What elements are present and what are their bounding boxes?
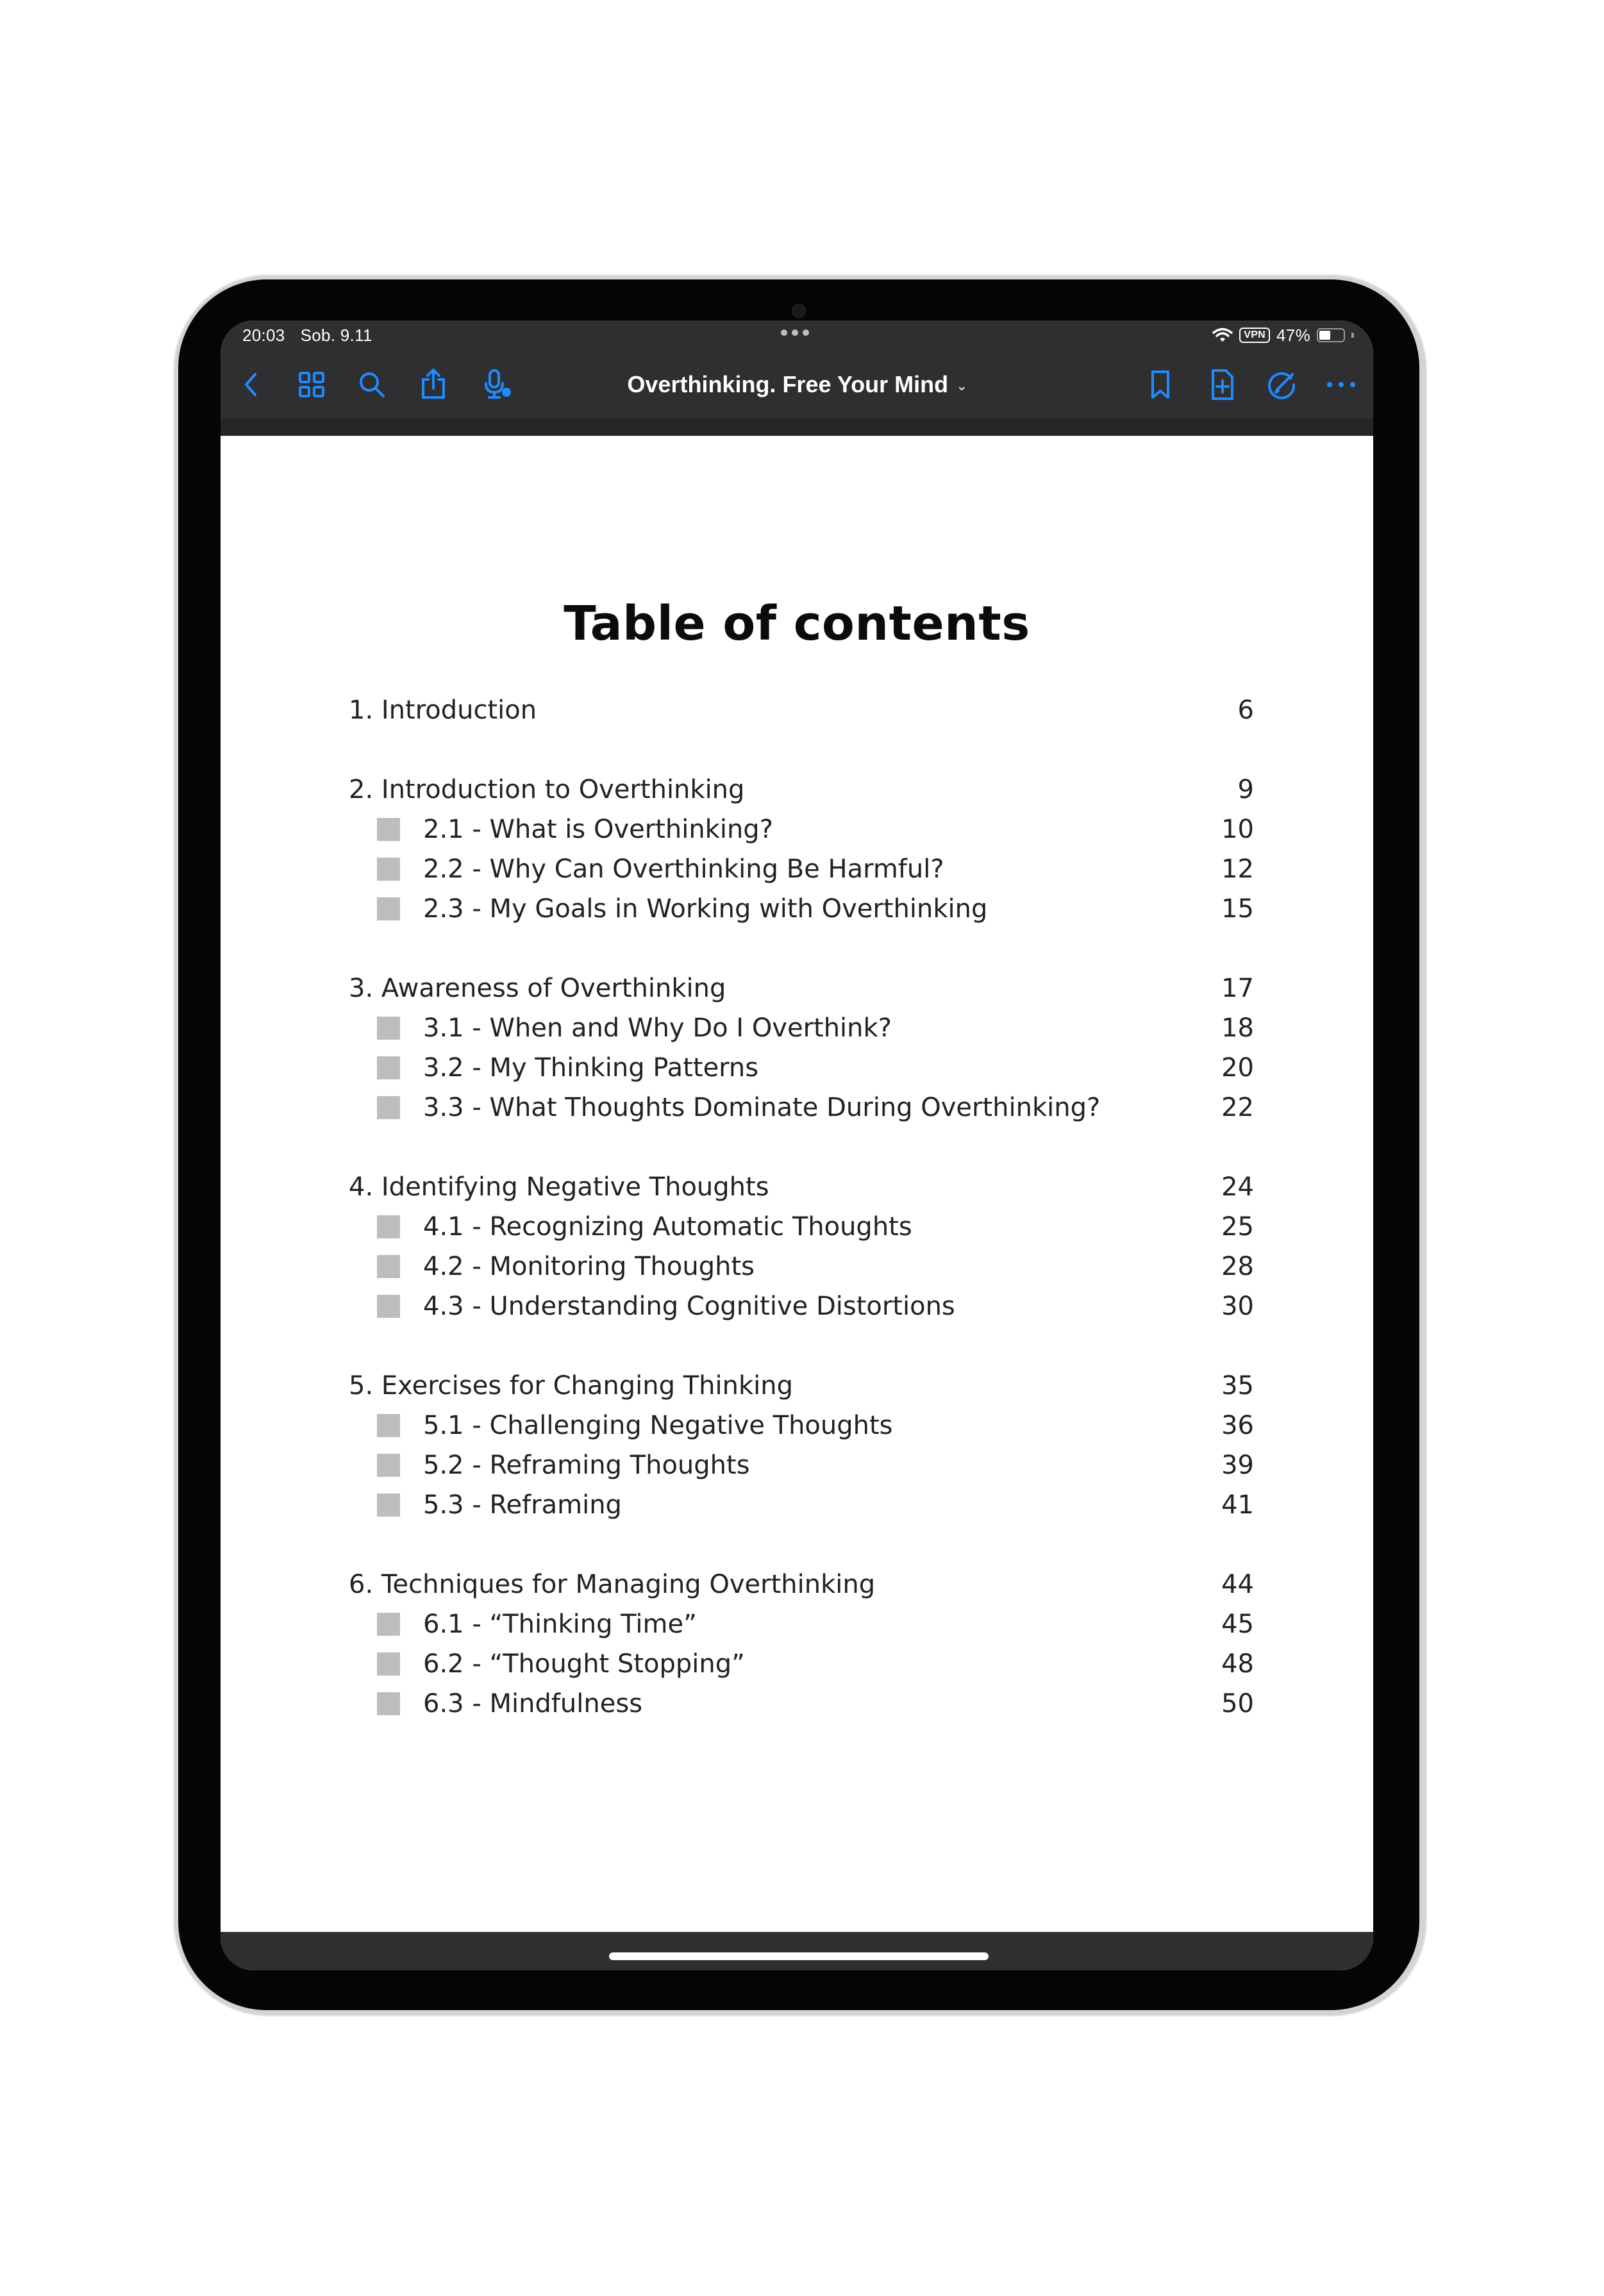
- toc-subsection-label: 5.2 - Reframing Thoughts: [423, 1451, 750, 1480]
- square-bullet-icon: [377, 1613, 400, 1636]
- status-time: 20:03: [242, 325, 285, 345]
- square-bullet-icon: [377, 1295, 400, 1318]
- more-icon[interactable]: [1322, 365, 1360, 404]
- toc-section-label: 4. Identifying Negative Thoughts: [349, 1172, 769, 1202]
- toc-page-number: 36: [1221, 1411, 1254, 1440]
- toc-subsection-row[interactable]: [377, 1408, 1254, 1443]
- toc-section-label: 1. Introduction: [349, 695, 537, 725]
- toc-page-number: 18: [1221, 1013, 1254, 1043]
- home-indicator[interactable]: [609, 1952, 989, 1960]
- toc-heading: Table of contents: [564, 596, 1030, 651]
- toc-page-number: 10: [1221, 815, 1254, 844]
- document-title: Overthinking. Free Your Mind: [627, 371, 949, 397]
- toc-subsection-row[interactable]: [377, 1050, 1254, 1086]
- square-bullet-icon: [377, 858, 400, 881]
- toc-subsection-row[interactable]: [377, 1010, 1254, 1046]
- screen: [221, 320, 1373, 1970]
- toc-subsection-row[interactable]: [377, 891, 1254, 927]
- toc-page-number: 24: [1221, 1172, 1254, 1202]
- chevron-down-icon: ⌄: [956, 378, 968, 394]
- status-bar-left: [242, 324, 372, 346]
- microphone-icon[interactable]: [478, 365, 517, 404]
- app-toolbar: [221, 320, 1373, 436]
- toc-section-row[interactable]: [349, 970, 1254, 1006]
- toc-subsection-row[interactable]: [377, 1487, 1254, 1523]
- toc-section-label: 3. Awareness of Overthinking: [349, 974, 726, 1003]
- toc-page-number: 17: [1221, 974, 1254, 1003]
- toc-section-row[interactable]: [349, 1368, 1254, 1404]
- toc-page-number: 39: [1221, 1451, 1254, 1480]
- square-bullet-icon: [377, 1215, 400, 1238]
- vpn-badge: VPN: [1239, 328, 1270, 343]
- status-date: Sob. 9.11: [300, 325, 372, 345]
- toc-subsection-label: 4.3 - Understanding Cognitive Distortions: [423, 1292, 955, 1321]
- toc-page-number: 12: [1221, 854, 1254, 884]
- bottom-bar: [221, 1932, 1373, 1970]
- document-title-menu[interactable]: [592, 369, 1003, 400]
- toc-subsection-label: 6.3 - Mindfulness: [423, 1689, 643, 1718]
- toc-subsection-label: 6.1 - “Thinking Time”: [423, 1610, 697, 1639]
- toc-subsection-row[interactable]: [377, 851, 1254, 887]
- toc-subsection-row[interactable]: [377, 1606, 1254, 1642]
- toc-subsection-row[interactable]: [377, 1447, 1254, 1483]
- toc-page-number: 15: [1221, 894, 1254, 924]
- toc-section-row[interactable]: [349, 772, 1254, 808]
- toc-subsection-label: 3.2 - My Thinking Patterns: [423, 1053, 759, 1083]
- toc-page-number: 22: [1221, 1093, 1254, 1122]
- toc-page-number: 6: [1237, 695, 1254, 725]
- square-bullet-icon: [377, 1017, 400, 1040]
- toc-subsection-label: 6.2 - “Thought Stopping”: [423, 1649, 745, 1679]
- toc-subsection-row[interactable]: [377, 1209, 1254, 1245]
- toc-page-number: 28: [1221, 1252, 1254, 1281]
- toc-page-number: 44: [1221, 1570, 1254, 1599]
- toc-subsection-label: 2.2 - Why Can Overthinking Be Harmful?: [423, 854, 944, 884]
- bookmark-icon[interactable]: [1141, 365, 1180, 404]
- toc-page-number: 41: [1221, 1490, 1254, 1520]
- toc-subsection-label: 5.1 - Challenging Negative Thoughts: [423, 1411, 893, 1440]
- toc-page-number: 45: [1221, 1610, 1254, 1639]
- square-bullet-icon: [377, 1652, 400, 1676]
- markup-icon[interactable]: [1263, 365, 1301, 404]
- toolbar-shadow: [221, 418, 1373, 436]
- square-bullet-icon: [377, 818, 400, 841]
- back-chevron-icon[interactable]: [232, 365, 271, 404]
- toc-subsection-label: 2.3 - My Goals in Working with Overthinking: [423, 894, 988, 924]
- toc-subsection-label: 3.1 - When and Why Do I Overthink?: [423, 1013, 892, 1043]
- wifi-icon: [1212, 328, 1233, 343]
- square-bullet-icon: [377, 897, 400, 920]
- toc-subsection-row[interactable]: [377, 1090, 1254, 1126]
- toc-subsection-row[interactable]: [377, 1288, 1254, 1324]
- toc-section-label: 6. Techniques for Managing Overthinking: [349, 1570, 876, 1599]
- square-bullet-icon: [377, 1454, 400, 1477]
- toc-page-number: 48: [1221, 1649, 1254, 1679]
- square-bullet-icon: [377, 1414, 400, 1437]
- square-bullet-icon: [377, 1493, 400, 1517]
- toc-section-label: 2. Introduction to Overthinking: [349, 775, 745, 804]
- square-bullet-icon: [377, 1096, 400, 1119]
- toc-page-number: 35: [1221, 1371, 1254, 1401]
- toc-subsection-label: 3.3 - What Thoughts Dominate During Overthinking?: [423, 1093, 1101, 1122]
- toc-subsection-label: 5.3 - Reframing: [423, 1490, 622, 1520]
- toc-subsection-row[interactable]: [377, 1686, 1254, 1722]
- battery-icon: [1317, 328, 1345, 342]
- share-icon[interactable]: [414, 365, 453, 404]
- multitasking-menu-icon[interactable]: [781, 329, 809, 336]
- battery-tip: [1351, 333, 1354, 338]
- toc-subsection-row[interactable]: [377, 811, 1254, 847]
- square-bullet-icon: [377, 1255, 400, 1278]
- square-bullet-icon: [377, 1056, 400, 1079]
- square-bullet-icon: [377, 1692, 400, 1715]
- toc-subsection-label: 4.2 - Monitoring Thoughts: [423, 1252, 755, 1281]
- toc-section-row[interactable]: [349, 692, 1254, 728]
- grid-icon[interactable]: [292, 365, 331, 404]
- front-camera: [792, 304, 806, 318]
- toc-subsection-label: 2.1 - What is Overthinking?: [423, 815, 773, 844]
- toc-subsection-row[interactable]: [377, 1646, 1254, 1682]
- toc-section-row[interactable]: [349, 1169, 1254, 1205]
- toc-section-row[interactable]: [349, 1567, 1254, 1602]
- document-page[interactable]: [221, 436, 1373, 1932]
- add-page-icon[interactable]: [1203, 365, 1241, 404]
- status-bar-right: [1212, 324, 1354, 346]
- toc-page-number: 25: [1221, 1212, 1254, 1242]
- toc-subsection-row[interactable]: [377, 1249, 1254, 1285]
- toc-page-number: 20: [1221, 1053, 1254, 1083]
- battery-level: [1319, 331, 1330, 340]
- battery-percentage: 47%: [1276, 325, 1310, 345]
- search-icon[interactable]: [353, 365, 391, 404]
- toc-page-number: 9: [1237, 775, 1254, 804]
- toc-page-number: 30: [1221, 1292, 1254, 1321]
- toc-section-label: 5. Exercises for Changing Thinking: [349, 1371, 793, 1401]
- toc-subsection-label: 4.1 - Recognizing Automatic Thoughts: [423, 1212, 912, 1242]
- toc-page-number: 50: [1221, 1689, 1254, 1718]
